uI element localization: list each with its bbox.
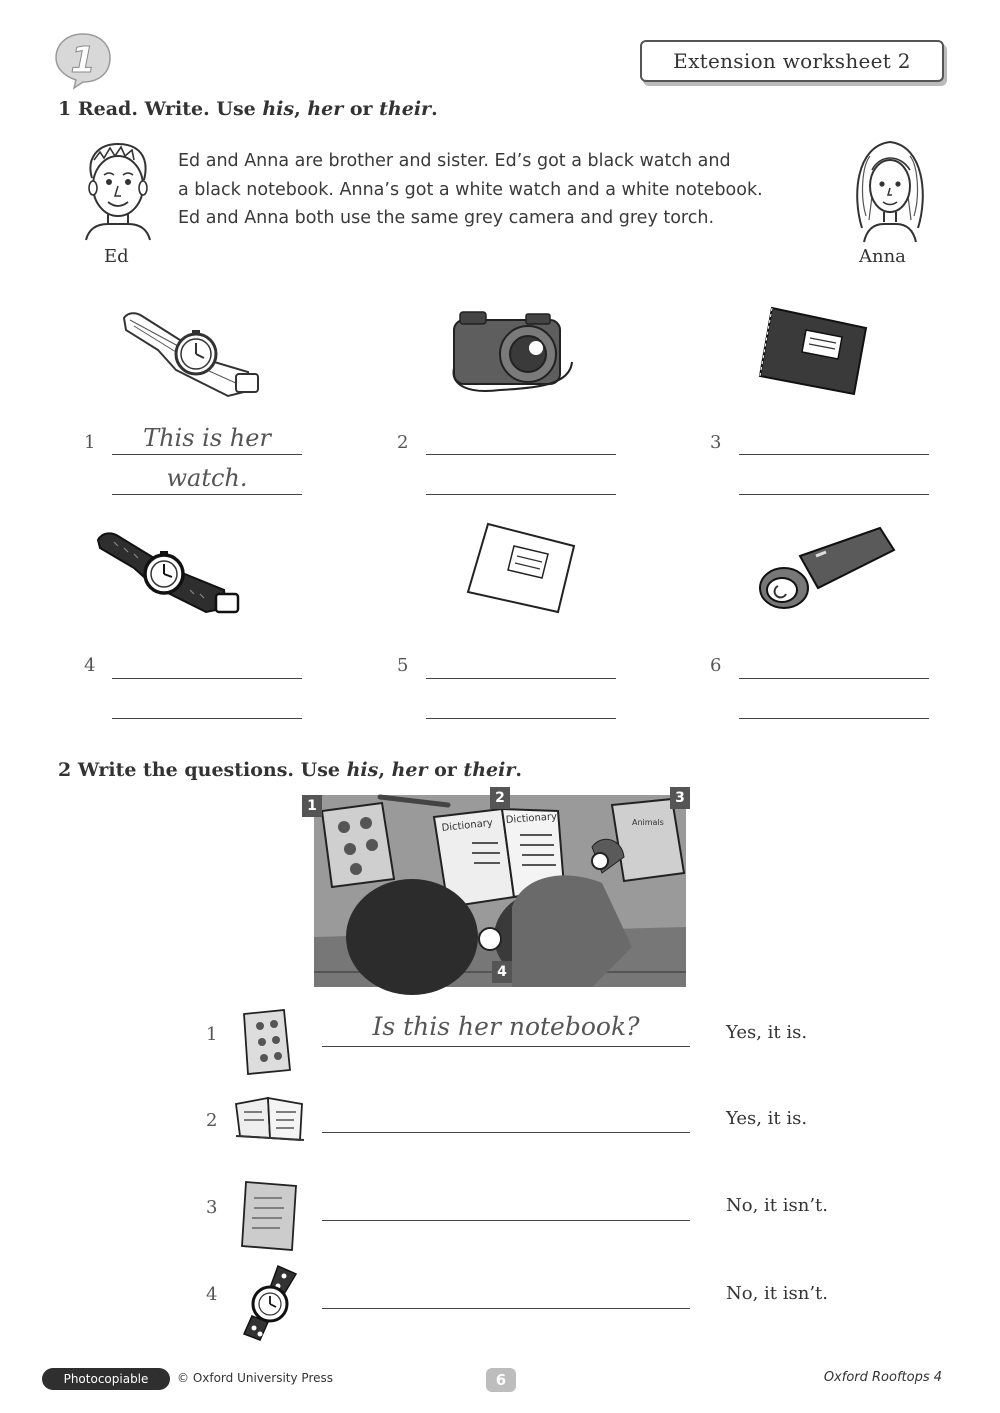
black-watch-image [94, 532, 244, 614]
story-line: Ed and Anna both use the same grey camera and grey torch. [178, 208, 715, 228]
thumb-dictionary [234, 1094, 306, 1142]
item-number: 1 [84, 432, 96, 453]
scene-label-1: 1 [302, 795, 322, 817]
dictionary-label-left: Dictionary [441, 817, 494, 834]
answer-line-6a[interactable] [739, 648, 929, 679]
anna-name: Anna [859, 246, 906, 267]
question-number: 2 [206, 1110, 218, 1131]
answer-line-3a[interactable] [739, 424, 929, 455]
question-number: 1 [206, 1024, 218, 1045]
answer-line-1a[interactable]: This is her [112, 424, 302, 455]
white-watch-image [118, 310, 270, 402]
story-line: Ed and Anna are brother and sister. Ed’s got a black watch and [178, 151, 731, 171]
story-line: a black notebook. Anna’s got a white watch and a white notebook. [178, 179, 763, 200]
ed-name: Ed [104, 246, 129, 267]
answer-line-4b[interactable] [112, 688, 302, 719]
thumb-spotted-watch [240, 1264, 302, 1342]
answer-line-3b[interactable] [739, 464, 929, 495]
answer-text-3: No, it isn’t. [726, 1195, 829, 1216]
copyright-text: © Oxford University Press [177, 1371, 334, 1385]
answer-line-5a[interactable] [426, 648, 616, 679]
unit-number-badge [52, 30, 114, 90]
scene-label-2: 2 [490, 787, 510, 809]
unit-number: 1 [70, 40, 96, 81]
story-text [178, 147, 838, 233]
black-notebook-image [758, 304, 872, 398]
question-line-1[interactable]: Is this her notebook? [322, 1012, 690, 1047]
answer-text-4: No, it isn’t. [726, 1283, 829, 1304]
answer-text-2: Yes, it is. [726, 1108, 808, 1129]
scene-drawing [302, 787, 692, 987]
item-number: 4 [84, 655, 96, 676]
exercise2-heading: 2 Write the questions. Use his, her or their. [58, 759, 522, 781]
anna-portrait [850, 136, 930, 242]
white-notebook-image [464, 520, 576, 614]
photocopiable-badge: Photocopiable [42, 1368, 170, 1390]
exercise1-heading: 1 Read. Write. Use his, her or their. [58, 98, 438, 120]
page-number: 6 [486, 1368, 516, 1392]
answer-line-2a[interactable] [426, 424, 616, 455]
question-line-4[interactable] [322, 1274, 690, 1309]
answer-line-5b[interactable] [426, 688, 616, 719]
item-number: 2 [397, 432, 409, 453]
question-number: 3 [206, 1197, 218, 1218]
answer-text-1: Yes, it is. [726, 1022, 808, 1043]
notebook3-label: Animals [632, 818, 664, 827]
item-number: 6 [710, 655, 722, 676]
worksheet-title: Extension worksheet 2 [640, 40, 944, 82]
series-title: Oxford Rooftops 4 [823, 1370, 942, 1385]
item-number: 5 [397, 655, 409, 676]
answer-line-2b[interactable] [426, 464, 616, 495]
answer-line-4a[interactable] [112, 648, 302, 679]
thumb-grey-notebook [238, 1178, 302, 1254]
camera-image [450, 306, 578, 398]
answer-line-1b[interactable]: watch. [112, 464, 302, 495]
question-number: 4 [206, 1284, 218, 1305]
torch-image [756, 526, 898, 612]
question-line-3[interactable] [322, 1186, 690, 1221]
scene-label-3: 3 [670, 787, 690, 809]
scene-illustration [302, 787, 692, 987]
ed-portrait [78, 138, 158, 240]
question-line-2[interactable] [322, 1098, 690, 1133]
item-number: 3 [710, 432, 722, 453]
scene-label-4: 4 [492, 961, 512, 983]
thumb-flower-notebook [240, 1008, 292, 1076]
answer-line-6b[interactable] [739, 688, 929, 719]
dictionary-label-right: Dictionary [505, 811, 558, 826]
